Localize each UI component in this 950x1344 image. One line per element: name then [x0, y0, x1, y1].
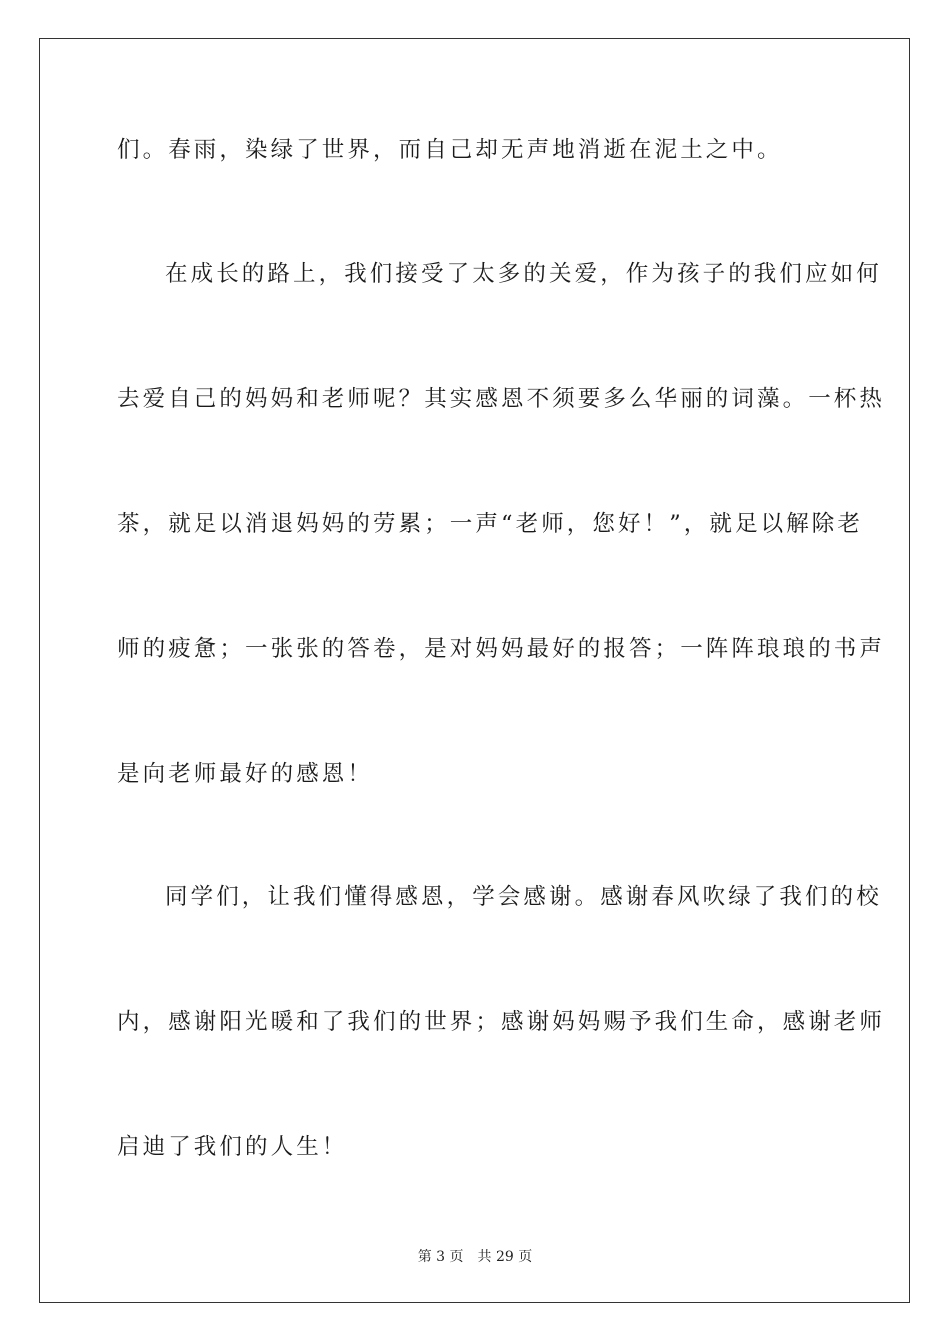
page-border [39, 38, 910, 1303]
text-line-4: 茶，就足以消退妈妈的劳累；一声“老师，您好！”，就足以解除老 [117, 511, 864, 537]
text-line-9: 启迪了我们的人生！ [117, 1134, 348, 1160]
text-line-2: 在成长的路上，我们接受了太多的关爱，作为孩子的我们应如何 [165, 261, 882, 287]
page-footer [0, 1248, 950, 1266]
text-line-8: 内，感谢阳光暖和了我们的世界；感谢妈妈赐予我们生命，感谢老师 [117, 1009, 886, 1035]
page-total: 共 29 页 [477, 1249, 533, 1265]
page-number: 第 3 页 [417, 1249, 464, 1265]
text-line-1: 们。春雨，染绿了世界，而自己却无声地消逝在泥土之中。 [117, 137, 783, 163]
text-line-5: 师的疲惫；一张张的答卷，是对妈妈最好的报答；一阵阵琅琅的书声 [117, 636, 886, 662]
text-line-3: 去爱自己的妈妈和老师呢？其实感恩不须要多么华丽的词藻。一杯热 [117, 386, 886, 412]
text-line-7: 同学们，让我们懂得感恩，学会感谢。感谢春风吹绿了我们的校 [165, 884, 882, 910]
text-line-6: 是向老师最好的感恩！ [117, 761, 374, 787]
